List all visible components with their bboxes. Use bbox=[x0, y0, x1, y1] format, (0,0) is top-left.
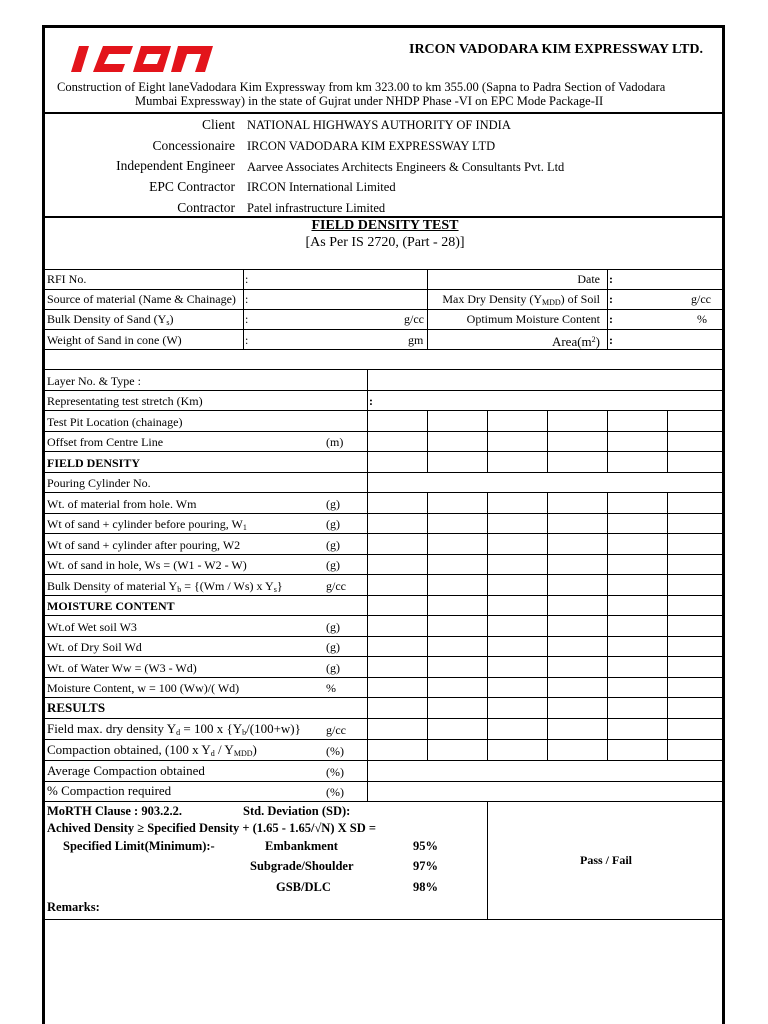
wd-unit: (g) bbox=[326, 640, 340, 654]
compaction-unit: (%) bbox=[326, 744, 344, 758]
wm-unit: (g) bbox=[326, 497, 340, 511]
mdd-unit: g/cc bbox=[691, 292, 711, 306]
w3-label: Wt.of Wet soil W3 bbox=[47, 620, 137, 634]
std-deviation: Std. Deviation (SD): bbox=[243, 804, 351, 818]
sand-cone-unit: gm bbox=[408, 333, 424, 347]
ircon-logo bbox=[63, 46, 231, 72]
w1-unit: (g) bbox=[326, 517, 340, 531]
bulk-label: Bulk Density of material $Y_b = \{(Wm / Ws)$ x $Y_s$} bbox=[47, 579, 283, 594]
w1-label: Wt of sand + cylinder before pouring, $W_1$ bbox=[47, 517, 247, 532]
limit-gsb-name: GSB/DLC bbox=[276, 880, 331, 894]
test-title: FIELD DENSITY TEST bbox=[311, 218, 459, 233]
concessionaire-value: IRCON VADODARA KIM EXPRESSWAY LTD bbox=[247, 139, 496, 153]
client-label: Client bbox=[202, 117, 235, 132]
source-label: Source of material (Name & Chainage) bbox=[47, 292, 236, 306]
avg-compaction-label: Average Compaction obtained bbox=[47, 763, 205, 778]
contractor-label: Contractor bbox=[177, 200, 235, 215]
specified-limit: Specified Limit(Minimum):- bbox=[63, 839, 215, 853]
mc-label: Moisture Content, w = 100 (Ww)/( Wd) bbox=[47, 681, 240, 695]
offset-label: Offset from Centre Line bbox=[47, 435, 164, 449]
compaction-label: Compaction obtained, (100 x $Y_d / Y_{MDD}$) bbox=[47, 742, 257, 758]
contractor-value: Patel infrastructure Limited bbox=[247, 201, 386, 215]
field-density-form bbox=[42, 25, 725, 1024]
cylinder-label: Pouring Cylinder No. bbox=[47, 476, 151, 490]
morth-clause: MoRTH Clause : 903.2.2. bbox=[47, 804, 182, 818]
epc-contractor-label: EPC Contractor bbox=[149, 179, 235, 194]
date-colon: : bbox=[609, 272, 613, 286]
fmdd-unit: g/cc bbox=[326, 723, 346, 737]
stretch-label: Representating test stretch (Km) bbox=[47, 394, 203, 408]
bulk-sand-label: Bulk Density of Sand $(Y_s)$ bbox=[47, 312, 174, 327]
offset-unit: (m) bbox=[326, 435, 344, 449]
pit-label: Test Pit Location (chainage) bbox=[47, 415, 183, 429]
company-name: IRCON VADODARA KIM EXPRESSWAY LTD. bbox=[409, 42, 703, 57]
req-compaction-label: % Compaction required bbox=[47, 783, 172, 798]
limit-subgrade-value: 97% bbox=[413, 859, 438, 873]
epc-contractor-value: IRCON International Limited bbox=[247, 180, 396, 194]
limit-gsb-value: 98% bbox=[413, 880, 438, 894]
moisture-heading: MOISTURE CONTENT bbox=[47, 599, 175, 613]
req-compaction-unit: (%) bbox=[326, 785, 344, 799]
pass-fail: Pass / Fail bbox=[580, 853, 633, 867]
omc-colon: : bbox=[609, 312, 613, 326]
ws-label: Wt. of sand in hole, Ws = (W1 - W2 - W) bbox=[47, 558, 247, 572]
achieved-density: Achived Density ≥ Specified Density + (1.65 - 1.65/√N) X SD = bbox=[47, 821, 376, 835]
rfi-colon: : bbox=[245, 272, 249, 286]
bulk-sand-colon: : bbox=[245, 312, 249, 326]
results-heading: RESULTS bbox=[47, 700, 106, 715]
client-value: NATIONAL HIGHWAYS AUTHORITY OF INDIA bbox=[247, 118, 511, 132]
wm-label: Wt. of material from hole. Wm bbox=[47, 497, 197, 511]
mdd-label: Max Dry Density $(Y_{MDD})$ of Soil bbox=[442, 292, 600, 307]
project-line-1: Construction of Eight laneVadodara Kim Expressway from km 323.00 to km 355.00 (Sapna to Padra Section of Vadodara bbox=[57, 80, 666, 94]
bulk-unit: g/cc bbox=[326, 579, 346, 593]
sand-cone-colon: : bbox=[245, 333, 249, 347]
mc-unit: % bbox=[326, 681, 336, 695]
concessionaire-label: Concessionaire bbox=[152, 138, 235, 153]
bulk-sand-unit: g/cc bbox=[404, 312, 424, 326]
w2-unit: (g) bbox=[326, 538, 340, 552]
remarks-label: Remarks: bbox=[47, 900, 100, 914]
w2-label: Wt of sand + cylinder after pouring, W2 bbox=[47, 538, 241, 552]
independent-engineer-value: Aarvee Associates Architects Engineers & Consultants Pvt. Ltd bbox=[247, 160, 565, 174]
ww-label: Wt. of Water Ww = (W3 - Wd) bbox=[47, 661, 197, 675]
source-colon: : bbox=[245, 292, 249, 306]
limit-embankment-name: Embankment bbox=[265, 839, 338, 853]
ww-unit: (g) bbox=[326, 661, 340, 675]
fmdd-label: Field max. dry density $Y_d = 100$ x $\{Y_b/(100+w)\}$ bbox=[47, 721, 301, 737]
mdd-colon: : bbox=[609, 292, 613, 306]
field-density-heading: FIELD DENSITY bbox=[47, 456, 141, 470]
omc-unit: % bbox=[697, 312, 707, 326]
test-standard: [As Per IS 2720, (Part - 28)] bbox=[305, 235, 465, 250]
area-label: $Area(m^2)$ bbox=[551, 334, 600, 349]
limit-subgrade-name: Subgrade/Shoulder bbox=[250, 859, 354, 873]
stretch-colon: : bbox=[369, 394, 373, 408]
ws-unit: (g) bbox=[326, 558, 340, 572]
sand-cone-label: Weight of Sand in cone (W) bbox=[47, 333, 182, 347]
area-colon: : bbox=[609, 333, 613, 347]
avg-compaction-unit: (%) bbox=[326, 765, 344, 779]
independent-engineer-label: Independent Engineer bbox=[116, 158, 235, 173]
w3-unit: (g) bbox=[326, 620, 340, 634]
date-label: Date bbox=[577, 272, 600, 286]
limit-embankment-value: 95% bbox=[413, 839, 438, 853]
wd-label: Wt. of Dry Soil Wd bbox=[47, 640, 142, 654]
rfi-label: RFI No. bbox=[47, 272, 87, 286]
omc-label: Optimum Moisture Content bbox=[466, 312, 600, 326]
project-line-2: Mumbai Expressway) in the state of Gujrat under NHDP Phase -VI on EPC Mode Package-II bbox=[135, 94, 604, 108]
layer-label: Layer No. & Type : bbox=[47, 374, 141, 388]
